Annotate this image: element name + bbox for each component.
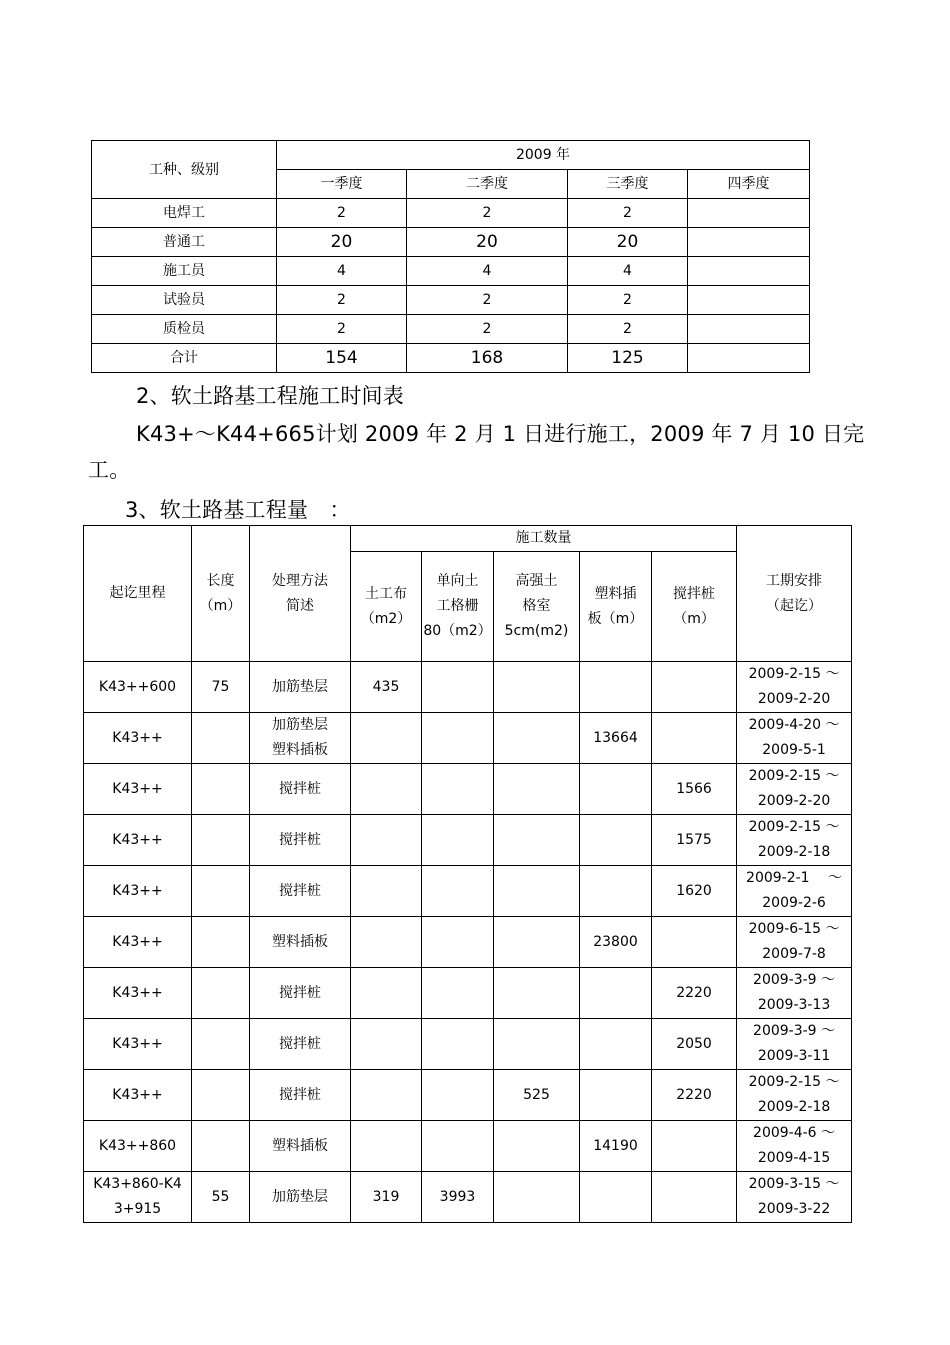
cell-schedule xyxy=(737,815,852,866)
cell-line: 搅拌桩 xyxy=(279,1086,321,1103)
labor-cell: 2 xyxy=(407,286,568,315)
cell-mixing-pile: 1566 xyxy=(652,764,737,815)
header-mileage: 起讫里程 xyxy=(84,526,192,662)
cell-schedule xyxy=(737,1019,852,1070)
cell-method xyxy=(250,917,351,968)
cell-line: K43+860-K4 xyxy=(93,1176,182,1192)
cell-line: K43++ xyxy=(112,1035,163,1052)
cell-geogrid: 3993 xyxy=(422,1172,494,1223)
cell-line: 搅拌桩 xyxy=(279,882,321,899)
cell-geotextile xyxy=(351,815,422,866)
quarter-header: 一季度 xyxy=(277,170,407,199)
cell-mixing-pile: 2220 xyxy=(652,968,737,1019)
labor-row-label: 合计 xyxy=(92,344,277,373)
cell-line: K43++ xyxy=(112,1086,163,1103)
labor-cell xyxy=(688,344,810,373)
cell-mixing-pile xyxy=(652,1121,737,1172)
quarter-header: 四季度 xyxy=(688,170,810,199)
quantity-row xyxy=(84,764,852,815)
cell-mileage xyxy=(84,815,192,866)
cell-line: 搅拌桩 xyxy=(279,984,321,1001)
cell-mileage xyxy=(84,1172,192,1223)
quarter-header: 二季度 xyxy=(407,170,568,199)
labor-cell: 168 xyxy=(407,344,568,373)
labor-year-header: 2009 年 xyxy=(277,141,810,170)
cell-geotextile xyxy=(351,968,422,1019)
cell-mixing-pile: 2220 xyxy=(652,1070,737,1121)
cell-schedule xyxy=(737,1070,852,1121)
cell-drain-board xyxy=(580,1070,652,1121)
labor-cell: 2 xyxy=(568,199,688,228)
cell-line: 2009-2-15 ～ xyxy=(748,768,840,784)
cell-cell xyxy=(494,917,580,968)
cell-line: 2009-2-1 ～ xyxy=(746,870,843,886)
cell-schedule xyxy=(737,1172,852,1223)
cell-geotextile: 319 xyxy=(351,1172,422,1223)
labor-row-label: 质检员 xyxy=(92,315,277,344)
cell-length xyxy=(192,1121,250,1172)
quantity-row xyxy=(84,662,852,713)
labor-row xyxy=(92,315,810,344)
cell-geotextile xyxy=(351,713,422,764)
cell-schedule xyxy=(737,968,852,1019)
cell-drain-board: 23800 xyxy=(580,917,652,968)
cell-drain-board: 14190 xyxy=(580,1121,652,1172)
labor-cell: 2 xyxy=(568,315,688,344)
cell-line: 2009-4-6 ～ xyxy=(753,1125,836,1141)
labor-cell xyxy=(688,228,810,257)
cell-geotextile: 435 xyxy=(351,662,422,713)
cell-line: 2009-7-8 xyxy=(762,946,826,962)
cell-mileage xyxy=(84,866,192,917)
labor-cell: 4 xyxy=(277,257,407,286)
labor-cell: 4 xyxy=(407,257,568,286)
cell-line: 2009-6-15 ～ xyxy=(748,921,840,937)
cell-mileage xyxy=(84,968,192,1019)
labor-row xyxy=(92,286,810,315)
cell-line: 3+915 xyxy=(113,1201,162,1217)
cell-length xyxy=(192,1019,250,1070)
labor-corner-header: 工种、级别 xyxy=(92,141,277,199)
header-cell: 高强土 格室 5cm(m2) xyxy=(494,552,580,662)
cell-length xyxy=(192,1070,250,1121)
cell-line: K43++ xyxy=(112,882,163,899)
labor-cell: 125 xyxy=(568,344,688,373)
cell-line: K43++ xyxy=(112,780,163,797)
cell-geotextile xyxy=(351,917,422,968)
cell-method xyxy=(250,1121,351,1172)
labor-cell: 2 xyxy=(277,199,407,228)
cell-line: 2009-3-15 ～ xyxy=(748,1176,840,1192)
cell-line: 2009-3-22 xyxy=(757,1201,831,1217)
cell-cell xyxy=(494,1121,580,1172)
cell-line: 2009-3-9 ～ xyxy=(753,972,836,988)
cell-mileage xyxy=(84,662,192,713)
cell-mileage xyxy=(84,764,192,815)
labor-cell xyxy=(688,257,810,286)
labor-row xyxy=(92,199,810,228)
labor-cell: 2 xyxy=(277,286,407,315)
cell-line: 2009-2-20 xyxy=(757,691,831,707)
cell-line: 2009-3-11 xyxy=(757,1048,831,1064)
header-drain-board: 塑料插 板（m） xyxy=(580,552,652,662)
header-geogrid: 单向土 工格栅 80（m2） xyxy=(422,552,494,662)
quantity-row xyxy=(84,1070,852,1121)
cell-line: 2009-2-6 xyxy=(762,895,826,911)
cell-line: K43++ xyxy=(112,831,163,848)
cell-geogrid xyxy=(422,815,494,866)
cell-line: 加筋垫层 xyxy=(272,678,328,695)
labor-cell xyxy=(688,315,810,344)
cell-schedule xyxy=(737,713,852,764)
cell-drain-board xyxy=(580,764,652,815)
labor-row xyxy=(92,228,810,257)
cell-method xyxy=(250,713,351,764)
cell-cell xyxy=(494,866,580,917)
section2-schedule-text: K43+～K44+665计划 2009 年 2 月 1 日进行施工，2009 年 7 月 10 日完 xyxy=(136,422,865,446)
labor-cell xyxy=(688,286,810,315)
labor-cell: 2 xyxy=(277,315,407,344)
cell-drain-board xyxy=(580,968,652,1019)
cell-geogrid xyxy=(422,1019,494,1070)
labor-row xyxy=(92,257,810,286)
cell-line: 2009-4-15 xyxy=(757,1150,831,1166)
quantity-row xyxy=(84,713,852,764)
cell-geotextile xyxy=(351,1121,422,1172)
cell-cell xyxy=(494,815,580,866)
cell-geogrid xyxy=(422,968,494,1019)
cell-mixing-pile: 2050 xyxy=(652,1019,737,1070)
cell-geogrid xyxy=(422,764,494,815)
quantity-row xyxy=(84,917,852,968)
cell-line: 2009-2-15 ～ xyxy=(748,1074,840,1090)
cell-schedule xyxy=(737,866,852,917)
cell-mileage xyxy=(84,917,192,968)
cell-line: 2009-2-18 xyxy=(757,844,831,860)
cell-line: K43++860 xyxy=(98,1137,177,1154)
section2-heading: 2、软土路基工程施工时间表 xyxy=(136,384,404,408)
labor-row-label: 施工员 xyxy=(92,257,277,286)
cell-line: 2009-5-1 xyxy=(762,742,826,758)
labor-row-label: 电焊工 xyxy=(92,199,277,228)
labor-cell: 154 xyxy=(277,344,407,373)
cell-drain-board xyxy=(580,662,652,713)
header-mixing-pile: 搅拌桩 （m） xyxy=(652,552,737,662)
cell-cell xyxy=(494,1019,580,1070)
cell-line: 加筋垫层 xyxy=(272,1188,328,1205)
labor-cell xyxy=(688,199,810,228)
cell-schedule xyxy=(737,1121,852,1172)
cell-geotextile xyxy=(351,1019,422,1070)
header-quantity-group: 施工数量 xyxy=(351,526,737,552)
cell-line: 2009-3-13 xyxy=(757,997,831,1013)
cell-line: 塑料插板 xyxy=(272,742,328,758)
cell-drain-board xyxy=(580,866,652,917)
cell-cell xyxy=(494,662,580,713)
header-length: 长度 （m） xyxy=(192,526,250,662)
cell-line: 2009-2-15 ～ xyxy=(748,819,840,835)
cell-line: 2009-4-20 ～ xyxy=(748,717,840,733)
cell-cell: 525 xyxy=(494,1070,580,1121)
cell-mixing-pile: 1620 xyxy=(652,866,737,917)
cell-schedule xyxy=(737,764,852,815)
cell-mixing-pile xyxy=(652,713,737,764)
cell-mixing-pile xyxy=(652,917,737,968)
cell-length xyxy=(192,917,250,968)
cell-line: 2009-2-20 xyxy=(757,793,831,809)
cell-method xyxy=(250,1019,351,1070)
cell-length: 75 xyxy=(192,662,250,713)
quantity-row xyxy=(84,968,852,1019)
cell-schedule xyxy=(737,662,852,713)
cell-drain-board: 13664 xyxy=(580,713,652,764)
labor-cell: 20 xyxy=(568,228,688,257)
quantity-table xyxy=(83,525,852,1223)
cell-drain-board xyxy=(580,1019,652,1070)
cell-mixing-pile xyxy=(652,1172,737,1223)
header-geotextile: 土工布 （m2） xyxy=(351,552,422,662)
quantity-row xyxy=(84,815,852,866)
cell-line: K43++ xyxy=(112,933,163,950)
labor-row-label: 试验员 xyxy=(92,286,277,315)
cell-line: 加筋垫层 xyxy=(272,717,328,733)
cell-line: 搅拌桩 xyxy=(279,831,321,848)
cell-geotextile xyxy=(351,764,422,815)
quantity-row xyxy=(84,1019,852,1070)
cell-line: K43++ xyxy=(112,984,163,1001)
cell-line: 2009-3-9 ～ xyxy=(753,1023,836,1039)
quantity-row xyxy=(84,866,852,917)
cell-length xyxy=(192,713,250,764)
cell-method xyxy=(250,764,351,815)
cell-mixing-pile xyxy=(652,662,737,713)
labor-cell: 2 xyxy=(407,315,568,344)
cell-method xyxy=(250,1070,351,1121)
cell-method xyxy=(250,968,351,1019)
cell-geogrid xyxy=(422,1121,494,1172)
header-method: 处理方法 简述 xyxy=(250,526,351,662)
labor-cell: 2 xyxy=(407,199,568,228)
cell-schedule xyxy=(737,917,852,968)
labor-table xyxy=(91,140,810,373)
cell-cell xyxy=(494,764,580,815)
cell-geotextile xyxy=(351,1070,422,1121)
cell-line: K43++600 xyxy=(98,678,177,695)
cell-cell xyxy=(494,1172,580,1223)
labor-cell: 4 xyxy=(568,257,688,286)
cell-length xyxy=(192,968,250,1019)
cell-method xyxy=(250,866,351,917)
cell-geogrid xyxy=(422,866,494,917)
cell-mileage xyxy=(84,713,192,764)
cell-geotextile xyxy=(351,866,422,917)
cell-length xyxy=(192,815,250,866)
cell-length: 55 xyxy=(192,1172,250,1223)
cell-line: 搅拌桩 xyxy=(279,1035,321,1052)
cell-drain-board xyxy=(580,815,652,866)
cell-cell xyxy=(494,713,580,764)
cell-method xyxy=(250,662,351,713)
cell-line: 2009-2-15 ～ xyxy=(748,666,840,682)
cell-length xyxy=(192,764,250,815)
quantity-row xyxy=(84,1172,852,1223)
cell-geogrid xyxy=(422,713,494,764)
labor-cell: 2 xyxy=(568,286,688,315)
labor-row-label: 普通工 xyxy=(92,228,277,257)
header-schedule: 工期安排 （起讫） xyxy=(737,526,852,662)
cell-cell xyxy=(494,968,580,1019)
cell-mixing-pile: 1575 xyxy=(652,815,737,866)
cell-geogrid xyxy=(422,1070,494,1121)
quarter-header: 三季度 xyxy=(568,170,688,199)
cell-line: K43++ xyxy=(112,729,163,746)
cell-geogrid xyxy=(422,917,494,968)
cell-line: 塑料插板 xyxy=(272,933,328,950)
cell-mileage xyxy=(84,1070,192,1121)
section3-heading: 3、软土路基工程量 ： xyxy=(125,498,351,522)
cell-line: 塑料插板 xyxy=(272,1137,328,1154)
cell-line: 搅拌桩 xyxy=(279,780,321,797)
cell-method xyxy=(250,815,351,866)
cell-method xyxy=(250,1172,351,1223)
cell-geogrid xyxy=(422,662,494,713)
cell-line: 2009-2-18 xyxy=(757,1099,831,1115)
quantity-row xyxy=(84,1121,852,1172)
cell-mileage xyxy=(84,1019,192,1070)
cell-drain-board xyxy=(580,1172,652,1223)
labor-row xyxy=(92,344,810,373)
labor-cell: 20 xyxy=(277,228,407,257)
cell-mileage xyxy=(84,1121,192,1172)
labor-cell: 20 xyxy=(407,228,568,257)
section2-schedule-text-cont: 工。 xyxy=(88,458,131,482)
cell-length xyxy=(192,866,250,917)
